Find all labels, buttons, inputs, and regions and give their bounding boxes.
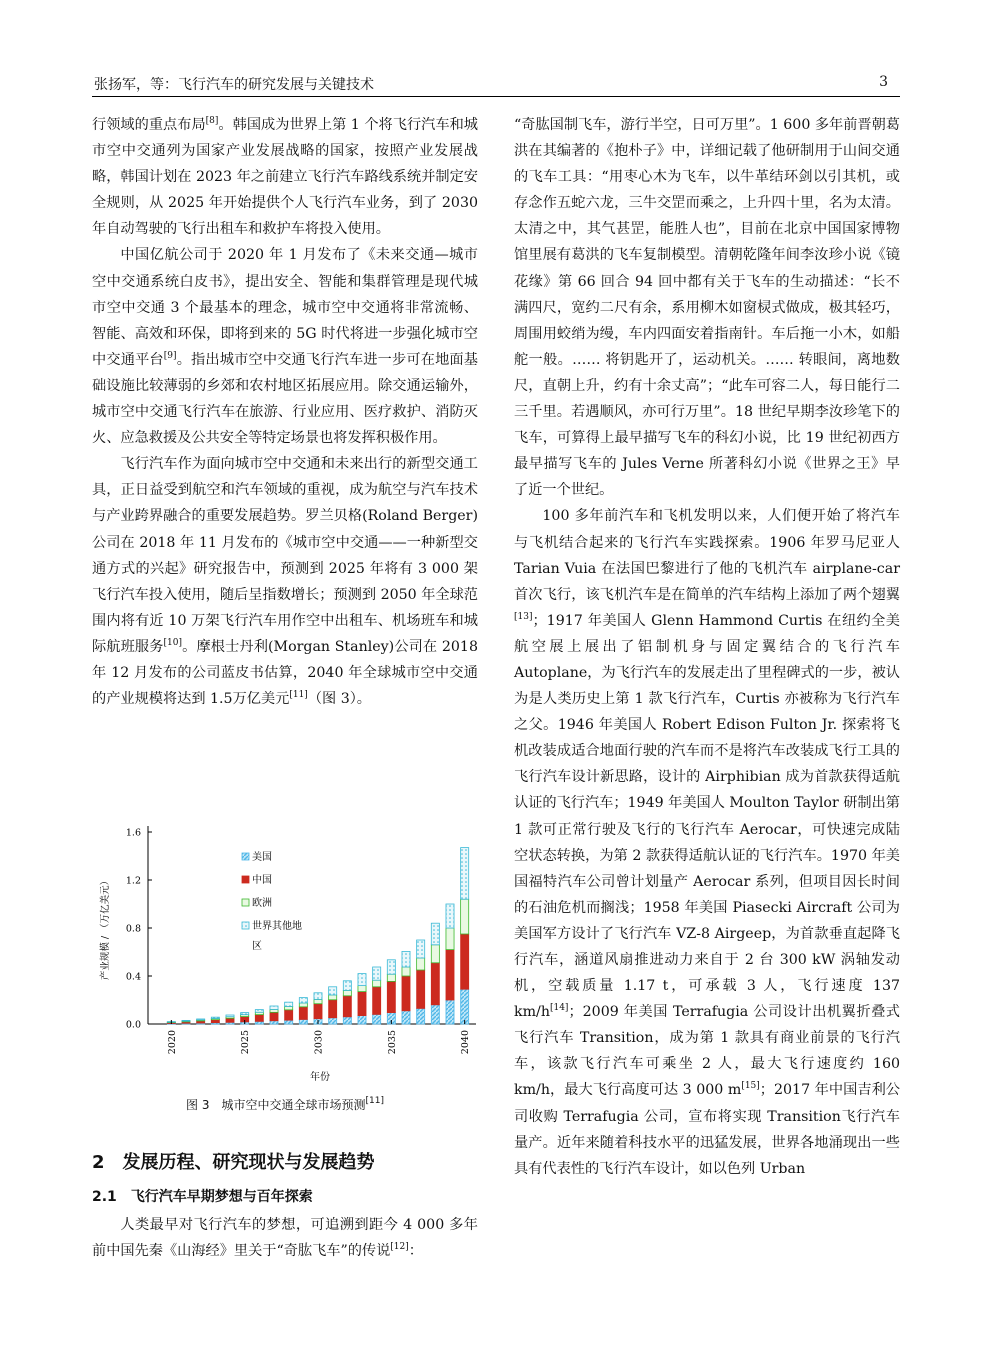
bar-segment <box>431 945 439 963</box>
bar-segment <box>314 1004 322 1019</box>
bar-segment <box>299 1007 307 1020</box>
bar-segment <box>270 1009 278 1012</box>
legend-label: 欧洲 <box>252 898 272 909</box>
bar-segment <box>387 974 395 981</box>
bar-segment <box>358 1016 366 1024</box>
bar-segment <box>270 1012 278 1020</box>
paragraph: “奇肱国制飞车，游行半空，日可万里”。1 600 多年前晋朝葛洪在其编著的《抱朴子》中，详细记载了他研制用于山间交通的飞车工具：“用枣心木为飞车，以牛革结环剑以引其机，或存念作五蛇六龙，三牛交罡而乘之，上升四十里，名为太清。太清之中，其气甚罡，能胜人也”，目前在北京中国国家博物馆里展有葛洪的飞车复制模型。清朝乾隆年间李汝珍小说《镜花缘》第 66 回合 94 回中都有关于飞车的生动描述：“长不满四尺，宽约二尺有余，系用柳木如窗棂式做成，极其轻巧，周围用蛟绡为缦，车内四面安着指南针。车后拖一小木，如船舵一般。…… 将钥匙开了，运动机关。…… 转眼间，离地数尺，直朝上升，约有十余丈高”；“此车可容二人，每日能行二三千里。若遇顺风，亦可行万里”。18 世纪早期李汝珍笔下的飞车，可算得上最早描写飞车的科幻小说，比 19 世纪初西方最早描写飞车的 Jules Verne 所著科幻小说《世界之王》早了近一个世纪。 <box>514 117 900 499</box>
paragraph: 人类最早对飞行汽车的梦想，可追溯到距今 4 000 多年前中国先秦《山海经》里关于“奇肱飞车”的传说[12]： <box>92 1217 478 1260</box>
bar-segment <box>314 993 322 1000</box>
left-column <box>92 112 478 712</box>
bar-segment <box>197 1019 205 1020</box>
legend-label-cont: 区 <box>252 941 262 952</box>
legend-swatch <box>242 876 249 883</box>
citation[interactable]: [15] <box>741 1081 760 1092</box>
right-column <box>514 112 900 1182</box>
bar-segment <box>461 848 469 900</box>
x-tick-label: 2035 <box>386 1030 398 1055</box>
running-title: 张扬军，等：飞行汽车的研究发展与关键技术 <box>94 77 374 93</box>
bar-segment <box>358 986 366 992</box>
bar-segment <box>446 904 454 928</box>
bar-segment <box>358 974 366 986</box>
bar-segment <box>402 1011 410 1024</box>
bar-segment <box>373 987 381 1015</box>
bar-segment <box>417 1008 425 1024</box>
bar-segment <box>285 1006 293 1009</box>
legend-label: 中国 <box>252 875 272 886</box>
legend-label: 世界其他地 <box>252 921 302 932</box>
figure-3 <box>92 812 478 1132</box>
citation[interactable]: [12] <box>390 1242 409 1253</box>
bar-segment <box>285 1010 293 1020</box>
bar-segment <box>387 960 395 974</box>
bar-segment <box>226 1018 234 1022</box>
legend-label: 美国 <box>252 852 272 863</box>
x-tick-label: 2020 <box>166 1030 178 1055</box>
citation[interactable]: [14] <box>549 1003 569 1014</box>
x-axis-label: 年份 <box>310 1072 330 1083</box>
bar-segment <box>373 967 381 980</box>
bar-segment <box>255 1015 263 1022</box>
bar-segment <box>343 990 351 995</box>
bar-segment <box>417 940 425 958</box>
bar-segment <box>329 1000 337 1018</box>
x-tick-label: 2025 <box>240 1030 252 1055</box>
bar-segment <box>299 998 307 1003</box>
bar-segment <box>358 992 366 1016</box>
bar-segment <box>402 976 410 1011</box>
x-tick-label: 2030 <box>313 1030 325 1055</box>
bar-segment <box>241 1013 249 1015</box>
figure-caption: 图 3 城市空中交通全球市场预测[11] <box>186 1096 384 1112</box>
citation[interactable]: [11] <box>289 690 308 701</box>
bar-segment <box>343 1017 351 1024</box>
paragraph: 飞行汽车作为面向城市空中交通和未来出行的新型交通工具，正日益受到航空和汽车领域的重视，成为航空与汽车技术与产业跨界融合的重要发展趋势。罗兰贝格(Roland Berger)公司在 2018 年 11 月发布的《城市空中交通——一种新型交通方式的兴起》研究报告中，预测到 2025 年将有 3 000 架飞行汽车投入使用，随后呈指数增长；预测到 2050 年全球范围内将有近 10 万架飞行汽车用作空中出租车、机场班车和城际航班服务[10]。摩根士丹利(Morgan Stanley)公司在 2018 年 12 月发布的公司蓝皮书估算，2040 年全球城市空中交通的产业规模将达到 1.5万亿美元[11]（图 3）。 <box>92 456 478 708</box>
bar-segment <box>270 1021 278 1024</box>
y-tick-label: 0.8 <box>125 923 141 935</box>
bar-segment <box>211 1017 219 1018</box>
bar-segment <box>211 1020 219 1023</box>
bar-segment <box>182 1020 190 1021</box>
paragraph: 中国亿航公司于 2020 年 1 月发布了《未来交通—城市空中交通系统白皮书》，提出安全、智能和集群管理是现代城市空中交通 3 个最基本的理念，城市空中交通将非常流畅、智能、高效和环保，即将到来的 5G 时代将进一步强化城市空中交通平台[9]。指出城市空中交通飞行汽车进一步可在地面基础设施比较薄弱的乡郊和农村地区拓展应用。除交通运输外，城市空中交通飞行汽车在旅游、行业应用、医疗救护、消防灭火、应急救援及公共安全等特定场景也将发挥积极作用。 <box>92 247 478 447</box>
market-forecast-chart <box>92 812 478 1092</box>
x-tick-label: 2040 <box>460 1030 472 1055</box>
citation[interactable]: [13] <box>514 611 533 622</box>
bar-segment <box>446 928 454 950</box>
citation[interactable]: [9] <box>163 350 177 361</box>
bar-segment <box>329 1018 337 1024</box>
subsection-heading: 2.1 飞行汽车早期梦想与百年探索 <box>92 1189 313 1205</box>
bar-segment <box>373 980 381 987</box>
bar-segment <box>417 970 425 1008</box>
y-tick-label: 1.6 <box>125 827 141 839</box>
bar-segment <box>255 1010 263 1013</box>
bar-segment <box>431 963 439 1005</box>
citation[interactable]: [11] <box>365 1096 384 1106</box>
y-axis-label: 产业规模 / （万亿美元） <box>100 875 111 981</box>
citation[interactable]: [10] <box>163 637 183 648</box>
legend-swatch <box>242 899 249 906</box>
y-tick-label: 1.2 <box>125 875 141 887</box>
bar-segment <box>402 967 410 976</box>
bar-segment <box>446 1000 454 1024</box>
page-number: 3 <box>879 74 888 90</box>
section-heading: 2 发展历程、研究现状与发展趋势 <box>92 1152 375 1173</box>
bar-segment <box>285 1002 293 1006</box>
bar-segment <box>285 1020 293 1024</box>
bar-segment <box>373 1014 381 1024</box>
bar-segment <box>461 989 469 1024</box>
citation[interactable]: [8] <box>205 116 219 126</box>
page-header <box>92 70 900 97</box>
bar-segment <box>343 996 351 1017</box>
bar-segment <box>387 981 395 1012</box>
y-tick-label: 0.4 <box>125 971 141 983</box>
bar-segment <box>299 1019 307 1024</box>
legend-swatch <box>242 853 249 860</box>
bar-segment <box>461 899 469 934</box>
bar-segment <box>299 1003 307 1007</box>
y-tick-label: 0.0 <box>125 1019 141 1031</box>
bar-segment <box>461 934 469 989</box>
bar-segment <box>431 1005 439 1024</box>
legend-swatch <box>242 922 249 929</box>
bar-segment <box>270 1006 278 1009</box>
bar-segment <box>402 951 410 967</box>
bar-segment <box>343 981 351 991</box>
paragraph: 行领域的重点布局[8]。韩国成为世界上第 1 个将飞行汽车和城市空中交通列为国家产业发展战略的国家，按照产业发展战略，韩国计划在 2023 年之前建立飞行汽车路线系统并制定安全规则，从 2025 年开始提供个人飞行汽车业务，到了 2030 年自动驾驶的飞行出租车和救护车将投入使用。 <box>92 116 478 238</box>
bar-segment <box>417 958 425 970</box>
bar-segment <box>226 1015 234 1017</box>
bar-segment <box>314 999 322 1003</box>
bar-segment <box>329 987 337 995</box>
left-column-bottom <box>92 1212 478 1264</box>
bar-segment <box>446 950 454 1000</box>
paragraph: 100 多年前汽车和飞机发明以来，人们便开始了将汽车与飞机结合起来的飞行汽车实践探索。1906 年罗马尼亚人 Tarian Vuia 在法国巴黎进行了他的飞机汽车 airplane-car 首次飞行，该飞机汽车是在简单的汽车结构上添加了两个翅翼[13]；1917 年美国人 Glenn Hammond Curtis 在纽约全美航空展上展出了铝制机身与固定翼结合的飞行汽车 Autoplane，为飞行汽车的发展走出了里程碑式的一步，被认为是人类历史上第 1 款飞行汽车，Curtis 亦被称为飞行汽车之父。1946 年美国人 Robert Edison Fulton Jr. 探索将飞机改装成适合地面行驶的汽车而不是将汽车改装成飞行工具的飞行汽车设计新思路，设计的 Airphibian 成为首款获得适航认证的飞行汽车；1949 年美国人 Moulton Taylor 研制出第 1 款可正常行驶及飞行的飞行汽车 Aerocar，可快速完成陆空状态转换，为第 2 款获得适航认证的飞行汽车。1970 年美国福特汽车公司曾计划量产 Aerocar 系列，但项目因长时间的石油危机而搁浅；1958 年美国 Piasecki Aircraft 公司为美国军方设计了飞行汽车 VZ-8 Airgeep，为首款垂直起降飞行汽车，涵道风扇推进动力来自于 2 台 300 kW 涡轴发动机，空载质量 1.17 t，可承载 3 人，飞行速度 137 km/h[14]；2009 年美国 Terrafugia 公司设计出机翼折叠式飞行汽车 Transition，成为第 1 款具有商业前景的飞行汽车，该款飞行汽车可乘坐 2 人，最大飞行速度约 160 km/h，最大飞行高度可达 3 000 m[15]；2017 年中国吉利公司收购 Terrafugia 公司，宣布将实现 Transition飞行汽车量产。近年来随着科技水平的迅猛发展，世界各地涌现出一些具有代表性的飞行汽车设计，如以色列 Urban <box>514 508 900 1177</box>
bar-segment <box>431 923 439 945</box>
bar-segment <box>329 995 337 1000</box>
